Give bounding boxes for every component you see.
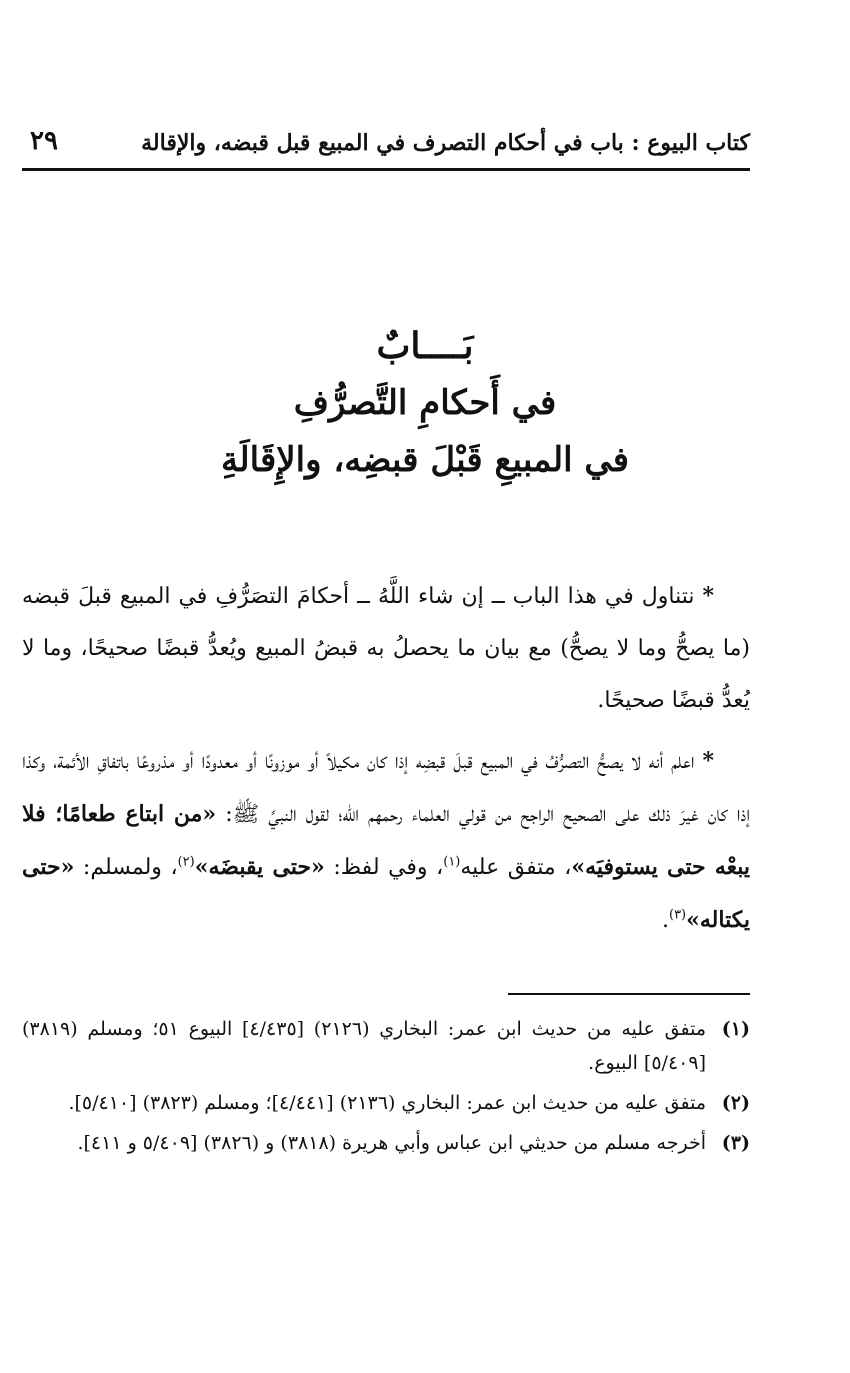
hadith-quote: «حتى يقبضَه» [194,854,325,880]
ruling-text: ، وفي لفظ: [333,855,444,880]
chapter-heading [100,318,750,488]
running-header [22,126,750,164]
footnote [22,1086,750,1120]
footnote-marker: (٢) [721,1092,750,1114]
ruling-text: . [661,908,669,933]
bullet-star: * [702,583,714,609]
hadith-quote: «حتى يكتاله» [22,854,750,933]
hadith-quote: «من ابتاع طعامًا؛ فلا يبعْه حتى يستوفيَه» [22,801,751,880]
footnote-ref[interactable]: (٣) [668,907,687,923]
body-text [22,570,750,955]
footnote-text: أخرجه مسلم من حديثي ابن عباس وأبي هريرة (٣٨١٨) و (٣٨٢٦) [٥/٤٠٩ و ٤١١]. [77,1132,706,1154]
footnotes [22,1012,750,1166]
running-title: كتاب البيوع : باب في أحكام التصرف في المبيع قبل قبضه، والإقالة [141,130,750,156]
header-divider [22,168,750,171]
chapter-heading-line-1: بَــــابٌ [376,325,474,367]
footnote-marker: (١) [721,1018,750,1040]
footnote [22,1012,750,1080]
footnote-text: متفق عليه من حديث ابن عمر: البخاري (٢١٣٦) [٤/٤٤١]؛ ومسلم (٣٨٢٣) [٥/٤١٠]. [68,1092,706,1114]
ruling-text: اعلم أنه لا يصحُّ التصرُّفُ في المبيع قبلَ قبضِه إذا كان مكيلاً أو موزونًا أو معدودًا أو مذروعًا باتفاقِ الأئمة، وكذا إذا كان غيرَ ذلك على الصحيح الراجح من قولي العلماء رحمهم الله؛ لقول النبيِّ ﷺ: [22,749,750,827]
footnote-marker: (٣) [721,1132,750,1154]
footnote-ref[interactable]: (١) [443,854,461,870]
footnote [22,1126,750,1160]
bullet-star: * [702,748,714,774]
chapter-heading-line-3: في المبيعِ قَبْلَ قبضِه، والإِقَالَةِ [221,440,629,480]
footnote-divider [508,993,750,995]
paragraph-ruling [22,735,750,947]
page-number: ٢٩ [30,126,58,156]
chapter-heading-line-2: في أَحكامِ التَّصرُّفِ [293,383,557,423]
footnote-text: متفق عليه من حديث ابن عمر: البخاري (٢١٢٦) [٤/٤٣٥] البيوع ٥١؛ ومسلم (٣٨١٩) [٥/٤٠٩] البيوع. [22,1018,706,1074]
paragraph-intro-text: نتناول في هذا الباب ــ إن شاء اللَّهُ ــ أحكامَ التصَرُّفِ في المبيع قبلَ قبضه (ما يصحُّ وما لا يصحُّ) مع بيان ما يحصلُ به قبضُ المبيع ويُعدُّ قبضًا صحيحًا، وما لا يُعدُّ قبضًا صحيحًا. [22,584,750,713]
ruling-text: ، ولمسلم: [82,855,178,880]
ruling-text: ، متفق عليه [460,855,572,880]
footnote-ref[interactable]: (٢) [177,854,195,870]
paragraph-intro [22,570,750,727]
